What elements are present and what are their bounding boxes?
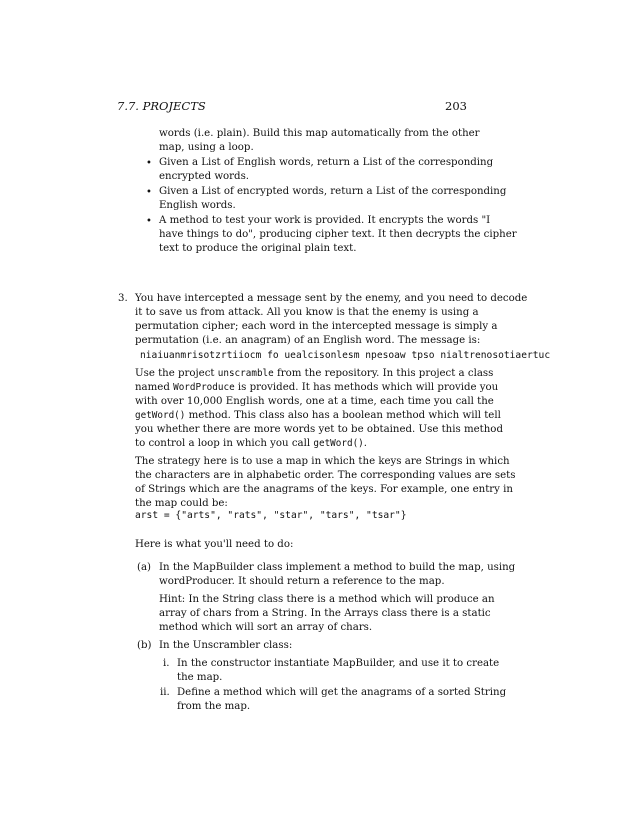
para2-line: getWord() method. This class also has a boolean method which will tell xyxy=(135,410,501,421)
bullet-line: text to produce the original plain text. xyxy=(159,243,357,254)
bullet-icon: • xyxy=(146,187,152,198)
para2-line: to control a loop in which you call getWord(). xyxy=(135,438,368,449)
sub-b-line: In the Unscrambler class: xyxy=(159,640,293,651)
hint-line: method which will sort an array of chars. xyxy=(159,622,373,633)
bullet-line: Given a List of encrypted words, return a List of the corresponding xyxy=(159,186,507,197)
carryover-line: map, using a loop. xyxy=(159,142,254,153)
sub-b-item-line: Define a method which will get the anagrams of a sorted String xyxy=(177,687,507,698)
item3-intro-line: it to save us from attack. All you know is that the enemy is using a xyxy=(135,307,479,318)
bullet-line: encrypted words. xyxy=(159,171,250,182)
code-method-name: getWord() xyxy=(313,438,364,449)
para3-line: of Strings which are the anagrams of the keys. For example, one entry in xyxy=(135,484,513,495)
bullet-line: Given a List of English words, return a List of the corresponding xyxy=(159,157,494,168)
sub-a-line: wordProducer. It should return a reference to the map. xyxy=(159,576,445,587)
code-example: arst = {"arts", "rats", "star", "tars", "tsar"} xyxy=(135,510,407,521)
para3-line: The strategy here is to use a map in which the keys are Strings in which xyxy=(135,456,510,467)
bullet-line: have things to do", producing cipher text. It then decrypts the cipher xyxy=(159,229,517,240)
roman-label: i. xyxy=(163,658,170,669)
code-method-name: getWord() xyxy=(135,410,186,421)
item3-intro-line: permutation cipher; each word in the intercepted message is simply a xyxy=(135,321,498,332)
todo-intro: Here is what you'll need to do: xyxy=(135,539,294,550)
carryover-line: words (i.e. plain). Build this map automatically from the other xyxy=(159,128,480,139)
sub-a-line: In the MapBuilder class implement a method to build the map, using xyxy=(159,562,516,573)
bullet-line: English words. xyxy=(159,200,236,211)
page-number: 203 xyxy=(445,99,467,113)
item-number: 3. xyxy=(118,293,128,304)
hint-line: Hint: In the String class there is a method which will produce an xyxy=(159,594,495,605)
code-project-name: unscramble xyxy=(217,368,274,379)
para2-line: named WordProduce is provided. It has methods which will provide you xyxy=(135,382,499,393)
sub-b-item-line: from the map. xyxy=(177,701,251,712)
para3-line: the map could be: xyxy=(135,498,228,509)
para2-line: with over 10,000 English words, one at a time, each time you call the xyxy=(135,396,494,407)
para2-line: Use the project unscramble from the repository. In this project a class xyxy=(135,368,494,379)
bullet-line: A method to test your work is provided. It encrypts the words "I xyxy=(159,215,491,226)
sub-b-item-line: the map. xyxy=(177,672,223,683)
sub-b-item-line: In the constructor instantiate MapBuilder, and use it to create xyxy=(177,658,500,669)
sub-item-label: (b) xyxy=(137,640,152,651)
sub-item-label: (a) xyxy=(137,562,152,573)
item3-intro-line: permutation (i.e. an anagram) of an English word. The message is: xyxy=(135,335,481,346)
running-header-section: 7.7. PROJECTS xyxy=(117,99,206,113)
bullet-icon: • xyxy=(146,158,152,169)
para3-line: the characters are in alphabetic order. The corresponding values are sets xyxy=(135,470,516,481)
roman-label: ii. xyxy=(160,687,170,698)
hint-line: array of chars from a String. In the Arrays class there is a static xyxy=(159,608,491,619)
para2-line: you whether there are more words yet to be obtained. Use this method xyxy=(135,424,503,435)
item3-intro-line: You have intercepted a message sent by the enemy, and you need to decode xyxy=(135,293,528,304)
cipher-message: niaiuanmrisotzrtiiocm fo uealcisonlesm npesoaw tpso nialtrenosotiaertuc xyxy=(140,350,551,361)
bullet-icon: • xyxy=(146,216,152,227)
code-class-name: WordProduce xyxy=(173,382,235,393)
